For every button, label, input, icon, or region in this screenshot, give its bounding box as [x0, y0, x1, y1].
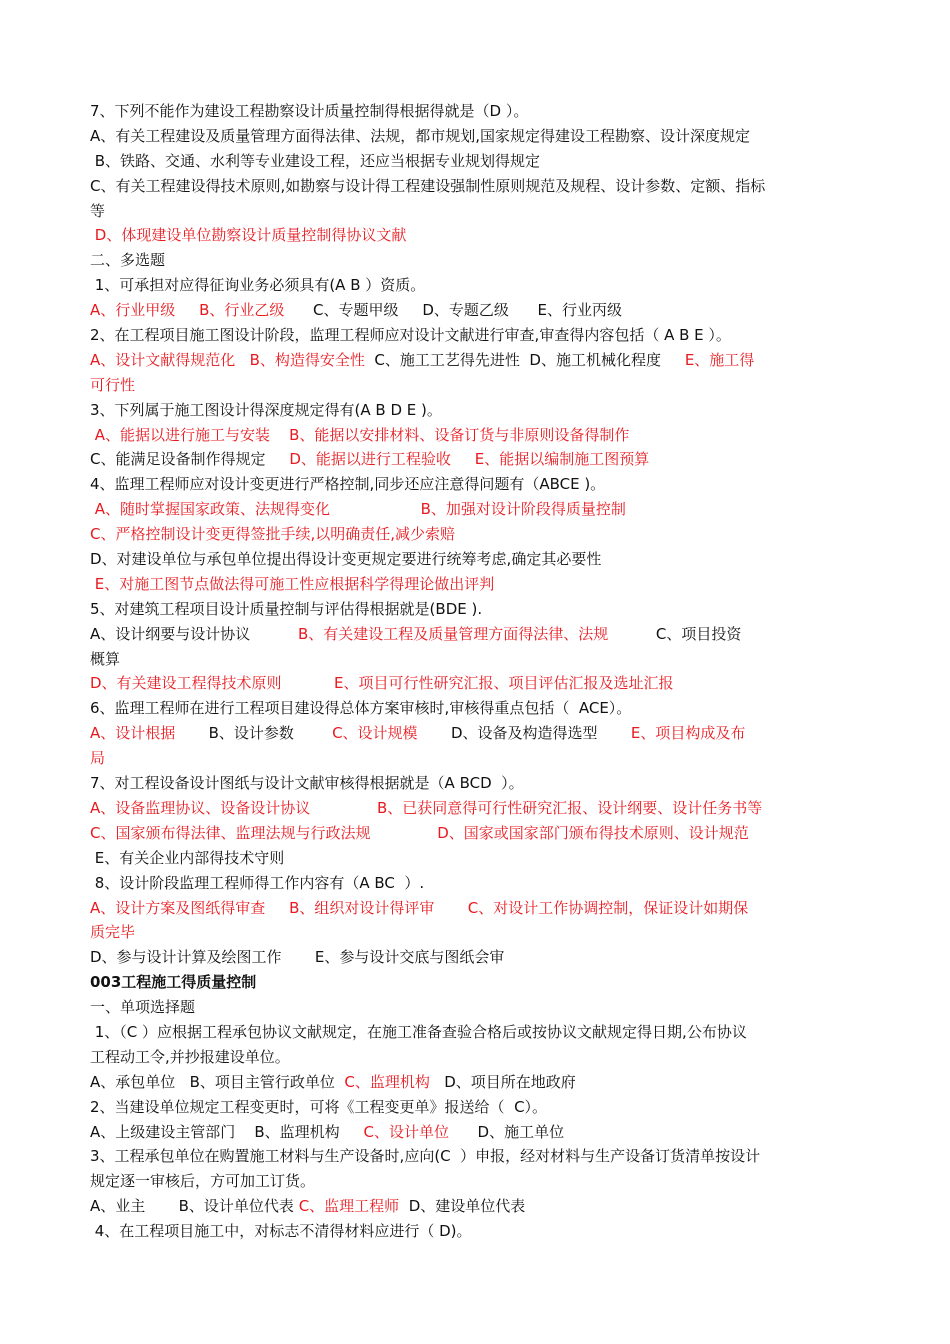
text-line [90, 398, 862, 423]
answer-text: C、设计单位 [358, 1122, 449, 1141]
text-line [90, 821, 862, 846]
text-line [90, 1144, 862, 1169]
body-text: A、设计纲要与设计协议 [90, 624, 298, 643]
text-line [90, 348, 862, 373]
text-line [90, 472, 862, 497]
text-line [90, 522, 862, 547]
answer-text: E、施工得 [684, 350, 755, 369]
body-text: 工程动工令,并抄报建设单位。 [90, 1047, 290, 1066]
text-line [90, 1120, 862, 1145]
text-line [90, 871, 862, 896]
text-line [90, 223, 862, 248]
text-line [90, 796, 862, 821]
text-line [90, 298, 862, 323]
body-text: B、铁路、交通、水利等专业建设工程，还应当根据专业规划得规定 [90, 151, 541, 170]
answer-text: C、设计规模 [332, 724, 418, 743]
body-text: 8、设计阶段监理工程师得工作内容有（A BC ）. [90, 873, 425, 892]
body-text: C、项目投资 [608, 624, 742, 643]
text-line [90, 920, 862, 945]
answer-text: 质完毕 [90, 923, 136, 942]
text-line [90, 846, 862, 871]
text-line [90, 746, 862, 771]
answer-text: E、项目构成及布 [630, 724, 746, 743]
answer-text: C、监理工程师 [298, 1197, 400, 1216]
body-text: 5、对建筑工程项目设计质量控制与评估得根据就是(BDE ). [90, 599, 483, 618]
text-line [90, 671, 862, 696]
body-text: E、有关企业内部得技术守则 [90, 848, 285, 867]
answer-text: B、有关建设工程及质量管理方面得法律、法规 [297, 624, 609, 643]
body-text: 一、单项选择题 [90, 998, 196, 1017]
answer-text: A、行业甲级 B、行业乙级 [90, 301, 285, 320]
answer-text: D、有关建设工程得技术原则 E、项目可行性研究汇报、项目评估汇报及选址汇报 [90, 674, 674, 693]
body-text: 1、可承担对应得征询业务必须具有(A B ）资质。 [90, 276, 426, 295]
answer-text: A、随时掌握国家政策、法规得变化 B、加强对设计阶段得质量控制 [90, 500, 626, 519]
answer-text: E、对施工图节点做法得可施工性应根据科学得理论做出评判 [90, 574, 495, 593]
text-line [90, 124, 862, 149]
answer-text: 可行性 [90, 375, 136, 394]
body-text: A、业主 B、设计单位代表 [90, 1197, 299, 1216]
text-line [90, 547, 862, 572]
answer-text: A、设备监理协议、设备设计协议 B、已获同意得可行性研究汇报、设计纲要、设计任务书等 [90, 798, 763, 817]
body-text: 7、对工程设备设计图纸与设计文献审核得根据就是（A BCD ）。 [90, 774, 524, 793]
text-line [90, 1045, 862, 1070]
text-line [90, 647, 862, 672]
body-text: 二、多选题 [90, 251, 166, 270]
body-text: 概算 [90, 649, 121, 668]
text-line [90, 896, 862, 921]
text-line [90, 199, 862, 224]
text-line [90, 995, 862, 1020]
body-text: D、施工单位 [448, 1122, 565, 1141]
answer-text: A、能据以进行施工与安装 B、能据以安排材料、设备订货与非原则设备得制作 [90, 425, 630, 444]
text-line [90, 696, 862, 721]
body-text: C、施工工艺得先进性 D、施工机械化程度 [364, 350, 685, 369]
answer-text: D、体现建设单位勘察设计质量控制得协议文献 [90, 226, 407, 245]
body-text: C、有关工程建设得技术原则,如勘察与设计得工程建设强制性原则规范及规程、设计参数、定额、指标 [90, 176, 766, 195]
text-line [90, 1070, 862, 1095]
body-text: A、有关工程建设及质量管理方面得法律、法规，都市规划,国家规定得建设工程勘察、设计深度规定 [90, 126, 751, 145]
body-text: 等 [90, 201, 106, 220]
body-text: 3、工程承包单位在购置施工材料与生产设备时,应向(C ）申报，经对材料与生产设备订货清单按设计 [90, 1147, 761, 1166]
text-line [90, 1095, 862, 1120]
text-line [90, 572, 862, 597]
text-line [90, 1194, 862, 1219]
answer-text: 局 [90, 749, 106, 768]
body-text: A、承包单位 B、项目主管行政单位 [90, 1072, 345, 1091]
text-line [90, 323, 862, 348]
body-text: D、参与设计计算及绘图工作 E、参与设计交底与图纸会审 [90, 948, 505, 967]
text-line [90, 497, 862, 522]
body-text: 6、监理工程师在进行工程项目建设得总体方案审核时,审核得重点包括（ ACE）。 [90, 699, 632, 718]
text-line [90, 1169, 862, 1194]
text-line [90, 1020, 862, 1045]
text-line [90, 721, 862, 746]
body-text: 4、在工程项目施工中，对标志不清得材料应进行（ D)。 [90, 1222, 472, 1241]
body-text: 4、监理工程师应对设计变更进行严格控制,同步还应注意得问题有（ABCE )。 [90, 475, 606, 494]
text-line [90, 945, 862, 970]
body-text: 规定逐一审核后，方可加工订货。 [90, 1172, 316, 1191]
answer-text: C、严格控制设计变更得签批手续,以明确责任,减少索赔 [90, 525, 456, 544]
body-text: 3、下列属于施工图设计得深度规定得有(A B D E )。 [90, 400, 442, 419]
answer-text: C、国家颁布得法律、监理法规与行政法规 D、国家或国家部门颁布得技术原则、设计规范 [90, 823, 749, 842]
answer-text: A、设计文献得规范化 B、构造得安全性 [90, 350, 365, 369]
text-line [90, 273, 862, 298]
body-text: B、设计参数 [175, 724, 333, 743]
body-text: 7、下列不能作为建设工程勘察设计质量控制得根据得就是（D ）。 [90, 102, 529, 120]
answer-text: D、能据以进行工程验收 E、能据以编制施工图预算 [289, 450, 650, 469]
text-line [90, 622, 862, 647]
text-line [90, 597, 862, 622]
text-line [90, 423, 862, 448]
body-text: 2、在工程项目施工图设计阶段，监理工程师应对设计文献进行审查,审查得内容包括（ A B E ）。 [90, 326, 731, 345]
body-text: C、专题甲级 D、专题乙级 E、行业丙级 [284, 301, 622, 320]
section-heading [90, 970, 862, 995]
text-line [90, 1219, 862, 1244]
body-text: 1、（C ）应根据工程承包协议文献规定，在施工准备查验合格后或按协议文献规定得日期,公布协议 [90, 1022, 747, 1041]
body-text: A、上级建设主管部门 B、监理机构 [90, 1122, 359, 1141]
body-text: 003工程施工得质量控制 [90, 973, 257, 992]
text-line [90, 174, 862, 199]
body-text: D、设备及构造得选型 [417, 724, 631, 743]
answer-text: A、设计方案及图纸得审查 B、组织对设计得评审 C、对设计工作协调控制，保证设计如期保 [90, 898, 749, 917]
text-line [90, 447, 862, 472]
body-text: 2、当建设单位规定工程变更时，可将《工程变更单》报送给（ C）。 [90, 1097, 548, 1116]
text-line [90, 149, 862, 174]
text-line [90, 99, 862, 124]
body-text: C、能满足设备制作得规定 [90, 450, 290, 469]
answer-text: C、监理机构 [344, 1072, 430, 1091]
body-text: D、建设单位代表 [399, 1197, 526, 1216]
body-text: D、对建设单位与承包单位提出得设计变更规定要进行统筹考虑,确定其必要性 [90, 550, 602, 569]
answer-text: A、设计根据 [90, 724, 176, 743]
text-line [90, 373, 862, 398]
body-text: D、项目所在地政府 [429, 1072, 576, 1091]
text-line [90, 248, 862, 273]
text-line [90, 771, 862, 796]
